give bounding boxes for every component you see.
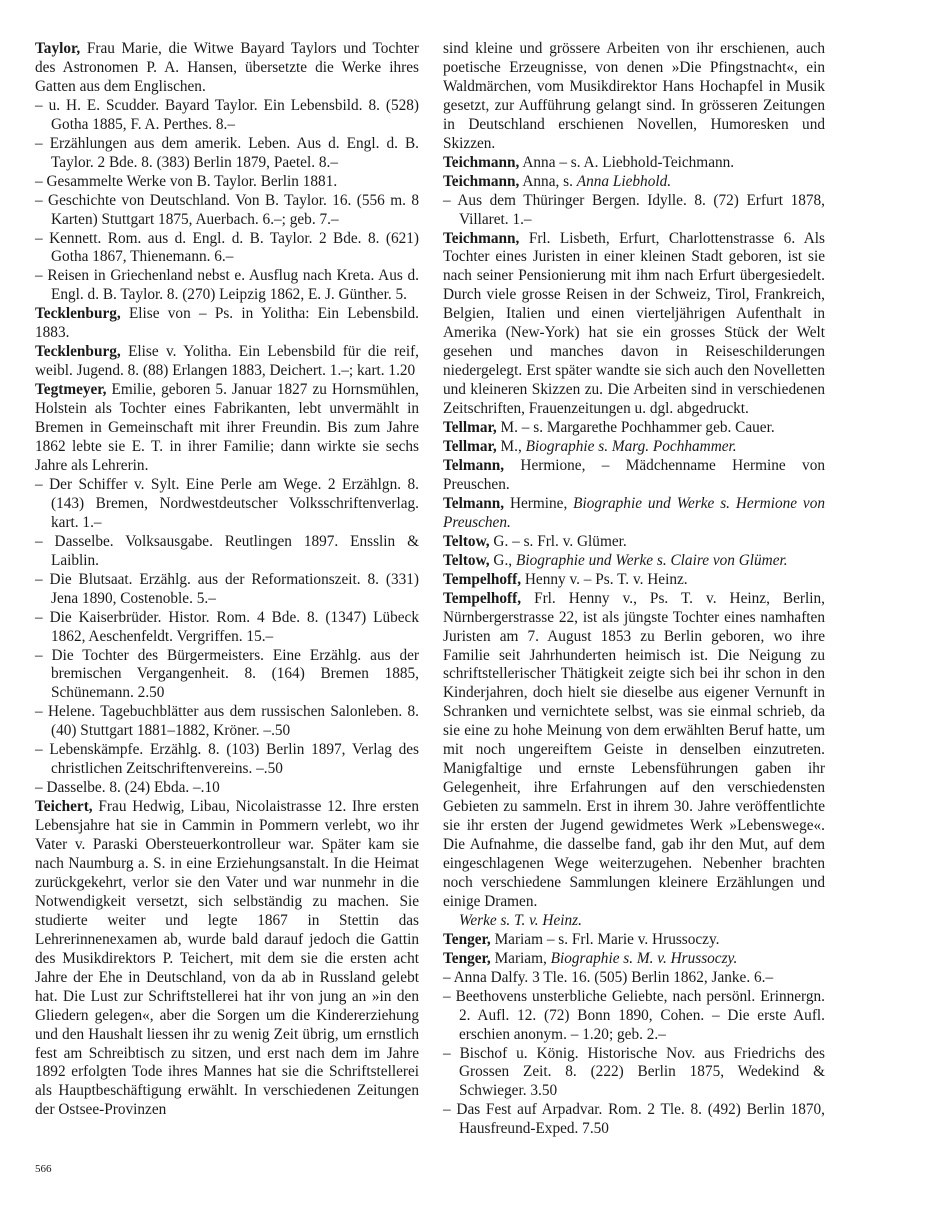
- author-entry: [443, 533, 825, 552]
- author-entry: [35, 40, 419, 97]
- work-text: – Dasselbe. Volksausgabe. Reutlingen 1897. Ensslin & Laiblin.: [35, 532, 419, 569]
- entry-headword: Tecklenburg,: [35, 343, 121, 361]
- entry-text: G. – s. Frl. v. Glümer.: [489, 532, 627, 550]
- entry-text: Henny v. – Ps. T. v. Heinz.: [521, 570, 688, 588]
- work-listing: [35, 533, 419, 571]
- work-listing: [35, 192, 419, 230]
- work-listing: [35, 230, 419, 268]
- left-column: [35, 40, 419, 1120]
- entry-reference: Biographie s. Marg. Pochhammer.: [525, 438, 737, 456]
- work-text: – Lebenskämpfe. Erzählg. 8. (103) Berlin 1897, Verlag des christlichen Zeitschriftenvereins. –.50: [35, 741, 419, 778]
- entry-reference: Anna Liebhold.: [576, 172, 672, 190]
- author-entry: [443, 495, 825, 533]
- work-listing: [35, 135, 419, 173]
- entry-reference: Biographie s. M. v. Hrussoczy.: [550, 949, 738, 967]
- author-entry: [443, 154, 825, 173]
- work-text: – Die Tochter des Bürgermeisters. Eine Erzählg. aus der bremischen Vergangenheit. 8. (164) Bremen 1885, Schünemann. 2.50: [35, 646, 419, 702]
- entry-headword: Teichmann,: [443, 229, 520, 247]
- author-entry: [35, 798, 419, 1120]
- work-text: – Bischof u. König. Historische Nov. aus Friedrichs des Grossen Zeit. 8. (222) Berlin 1875, Wedekind & Schwieger. 3.50: [443, 1044, 825, 1100]
- work-text: – Anna Dalfy. 3 Tle. 16. (505) Berlin 1862, Janke. 6.–: [443, 968, 774, 986]
- note-text: Werke s. T. v. Heinz.: [459, 911, 582, 929]
- author-entry: [443, 419, 825, 438]
- right-column: [443, 40, 825, 1139]
- work-text: – Gesammelte Werke von B. Taylor. Berlin 1881.: [35, 172, 338, 190]
- entry-headword: Teichmann,: [443, 172, 520, 190]
- work-text: – Kennett. Rom. aus d. Engl. d. B. Taylor. 2 Bde. 8. (621) Gotha 1867, Thienemann. 6.–: [35, 229, 419, 266]
- entry-text: Frau Hedwig, Libau, Nicolaistrasse 12. Ihre ersten Lebensjahre hat sie in Cammin in Pommern verlebt, wo ihr Vater v. Paraski Obersteuerkontrolleur war. Später kam sie nach Naumburg a. S. in eine Erziehungsanstalt. In die Heimat zurückgekehrt, verlor sie den Vater und war nunmehr in die Notwendigkeit versetzt, sich selbständig zu machen. Sie studierte weiter und legte 1867 in Stettin das Lehrerinnenexamen ab, wurde bald darauf jedoch die Gattin des Musikdirektors P. Teichert, mit dem sie die ersten acht Jahre der Ehe in Deutschland, von da ab in Russland gelebt hat. Die Lust zur Schriftstellerei hat ihr von jung an »in den Gliedern gelegen«, aber die Sorgen um die Kindererziehung und den Haushalt liessen ihr zu wenig Zeit übrig, um ernstlich fest am Schreibtisch zu sitzen, und erst nach dem im Jahre 1892 erfolgten Tode ihres Mannes hat sie die Schriftstellerei als Hauptbeschäftigung erwählt. In verschiedenen Zeitungen der Ostsee-Provinzen: [35, 798, 419, 1119]
- work-listing: [35, 571, 419, 609]
- entry-reference: Biographie und Werke s. Claire von Glümer.: [515, 551, 788, 569]
- work-text: – Helene. Tagebuchblätter aus dem russischen Salonleben. 8. (40) Stuttgart 1881–1882, Kröner. –.50: [35, 703, 419, 740]
- entry-headword: Telmann,: [443, 494, 505, 512]
- author-entry: [443, 40, 825, 154]
- page-number: 566: [35, 1163, 52, 1175]
- entry-headword: Tenger,: [443, 930, 491, 948]
- work-listing: [35, 97, 419, 135]
- entry-text: Hermione, – Mädchenname Hermine von Preuschen.: [443, 456, 825, 493]
- work-text: – Das Fest auf Arpadvar. Rom. 2 Tle. 8. (492) Berlin 1870, Hausfreund-Exped. 7.50: [443, 1101, 825, 1138]
- author-entry: [443, 950, 825, 969]
- work-text: – Beethovens unsterbliche Geliebte, nach persönl. Erinnergn. 2. Aufl. 12. (72) Bonn 1890, Cohen. – Die erste Aufl. erschien anonym. – 1.20; geb. 2.–: [443, 987, 825, 1043]
- author-entry: [443, 457, 825, 495]
- work-listing: [443, 1101, 825, 1139]
- entry-headword: Taylor,: [35, 40, 81, 57]
- author-entry: [443, 438, 825, 457]
- work-text: – Aus dem Thüringer Bergen. Idylle. 8. (72) Erfurt 1878, Villaret. 1.–: [443, 191, 825, 228]
- work-text: – Dasselbe. 8. (24) Ebda. –.10: [35, 779, 220, 797]
- entry-text: Elise v. Yolitha. Ein Lebensbild für die reif, weibl. Jugend. 8. (88) Erlangen 1883, Deichert. 1.–; kart. 1.20: [35, 343, 419, 380]
- entry-text: G.,: [489, 551, 516, 569]
- author-entry: [35, 305, 419, 343]
- entry-headword: Tenger,: [443, 949, 491, 967]
- entry-text: Mariam – s. Frl. Marie v. Hrussoczy.: [490, 930, 720, 948]
- work-text: – Reisen in Griechenland nebst e. Ausflug nach Kreta. Aus d. Engl. d. B. Taylor. 8. (270) Leipzig 1862, E. J. Günther. 5.: [35, 267, 419, 304]
- entry-text: Frl. Henny v., Ps. T. v. Heinz, Berlin, Nürnbergerstrasse 22, ist als jüngste Tochter eines namhaften Juristen am 7. August 1853 zu Berlin geboren, wo ihre Familie seit Jahrhunderten heimisch ist. Die Neigung zu schriftstellerischer Thätigkeit zeigte sich bei ihr schon in den Kinderjahren, doch hielt sie dieselbe aus eigener Vernunft in Schranken und vernichtete selbst, was sie einmal schrieb, da sie eine zu hohe Meinung von dem erwählten Beruf hatte, um mit noch ungereiftem Geiste in denselben einzutreten. Manigfaltige und ernste Lebensführungen gaben ihr Gelegenheit, ihre Erfahrungen auf den verschiedensten Gebieten zu sammeln. Erst in ihrem 30. Jahre veröffentlichte sie ihr ersten der Jugend gewidmetes Werk »Lebenswege«. Die Aufnahme, die dasselbe fand, gab ihr den Mut, auf dem eingeschlagenen Wege weiterzugehen. Nebenher brachten noch verschiedene Sammlungen kleinere Erzählungen und einige Dramen.: [443, 589, 825, 910]
- author-entry: [443, 590, 825, 912]
- entry-text: Emilie, geboren 5. Januar 1827 zu Hornsmühlen, Holstein als Tochter eines Fabrikanten, lebt unvermählt in Bremen in Gemeinschaft mit ihrer Freundin. Bis zum Jahre 1862 lebte sie E. T. in ihrer Familie; dann wirkte sie sechs Jahre als Lehrerin.: [35, 381, 419, 474]
- author-entry: [443, 552, 825, 571]
- work-text: – Die Kaiserbrüder. Histor. Rom. 4 Bde. 8. (1347) Lübeck 1862, Aeschenfeldt. Vergriffen. 15.–: [35, 608, 419, 645]
- work-text: – Die Blutsaat. Erzählg. aus der Reformationszeit. 8. (331) Jena 1890, Costenoble. 5.–: [35, 570, 419, 607]
- work-listing: [35, 647, 419, 704]
- work-text: – u. H. E. Scudder. Bayard Taylor. Ein Lebensbild. 8. (528) Gotha 1885, F. A. Perthes. 8.–: [35, 96, 419, 133]
- work-listing: [35, 779, 419, 798]
- entry-headword: Teichmann,: [443, 153, 520, 171]
- entry-headword: Teichert,: [35, 798, 93, 816]
- work-text: – Geschichte von Deutschland. Von B. Taylor. 16. (556 m. 8 Karten) Stuttgart 1875, Auerbach. 6.–; geb. 7.–: [35, 191, 419, 228]
- entry-text: Anna – s. A. Liebhold-Teichmann.: [519, 153, 735, 171]
- author-entry: [35, 381, 419, 476]
- entry-text: Anna, s.: [519, 172, 577, 190]
- work-listing: [35, 741, 419, 779]
- entry-text: Hermine,: [504, 494, 574, 512]
- entry-text: M.,: [496, 438, 526, 456]
- entry-headword: Tellmar,: [443, 438, 497, 456]
- work-listing: [35, 173, 419, 192]
- work-listing: [35, 703, 419, 741]
- entry-headword: Teltow,: [443, 551, 490, 569]
- entry-headword: Tegtmeyer,: [35, 381, 107, 399]
- entry-text: Mariam,: [490, 949, 551, 967]
- entry-headword: Tempelhoff,: [443, 589, 522, 607]
- work-listing: [35, 476, 419, 533]
- entry-headword: Telmann,: [443, 456, 505, 474]
- author-entry: [443, 173, 825, 192]
- entry-text: Elise von – Ps. in Yolitha: Ein Lebensbild. 1883.: [35, 305, 419, 342]
- entry-text: M. – s. Margarethe Pochhammer geb. Cauer.: [496, 419, 775, 437]
- entry-text: Frau Marie, die Witwe Bayard Taylors und Tochter des Astronomen P. A. Hansen, übersetzte die Werke ihres Gatten aus dem Englischen.: [35, 40, 419, 95]
- entry-text: sind kleine und grössere Arbeiten von ihr erschienen, auch poetische Erzeugnisse, von denen »Die Pfingstnacht«, ein Waldmärchen, vom Musikdirektor Hans Hochapfel in Musik gesetzt, zur Aufführung gelangt sind. In grösseren Zeitungen in Deutschland erschienen Novellen, Humoresken und Skizzen.: [443, 40, 825, 152]
- entry-text: Frl. Lisbeth, Erfurt, Charlottenstrasse 6. Als Tochter eines Juristen in einer kleinen Stadt geboren, ist sie nach seiner Pensionierung mit ihm nach Erfurt übergesiedelt. Durch viele grosse Reisen in der Schweiz, Tirol, Frankreich, Belgien, Italien und einen vierteljährigen Aufenthalt in Amerika (New-York) hat sie ein grosses Stück der Welt gesehen und manches davon in Reiseschilderungen niedergelegt. Erst später wandte sie sich auch den Novelletten und kleineren Skizzen zu. Die Arbeiten sind in verschiedenen Zeitschriften, Frauenzeitungen u. dgl. abgedruckt.: [443, 229, 825, 418]
- cross-reference-note: [443, 912, 825, 931]
- work-listing: [35, 267, 419, 305]
- work-listing: [443, 988, 825, 1045]
- author-entry: [35, 343, 419, 381]
- work-text: – Erzählungen aus dem amerik. Leben. Aus d. Engl. d. B. Taylor. 2 Bde. 8. (383) Berlin 1879, Paetel. 8.–: [35, 134, 419, 171]
- entry-headword: Tecklenburg,: [35, 305, 121, 323]
- entry-headword: Tellmar,: [443, 419, 497, 437]
- work-listing: [35, 609, 419, 647]
- entry-reference: Biographie und Werke s. Hermione von Preuschen.: [443, 494, 825, 531]
- author-entry: [443, 571, 825, 590]
- work-listing: [443, 192, 825, 230]
- work-listing: [443, 1045, 825, 1102]
- entry-headword: Teltow,: [443, 532, 490, 550]
- work-text: – Der Schiffer v. Sylt. Eine Perle am Wege. 2 Erzählgn. 8. (143) Bremen, Nordwestdeutscher Volksschriftenverlag. kart. 1.–: [35, 475, 419, 531]
- entry-headword: Tempelhoff,: [443, 570, 522, 588]
- author-entry: [443, 931, 825, 950]
- work-listing: [443, 969, 825, 988]
- author-entry: [443, 230, 825, 420]
